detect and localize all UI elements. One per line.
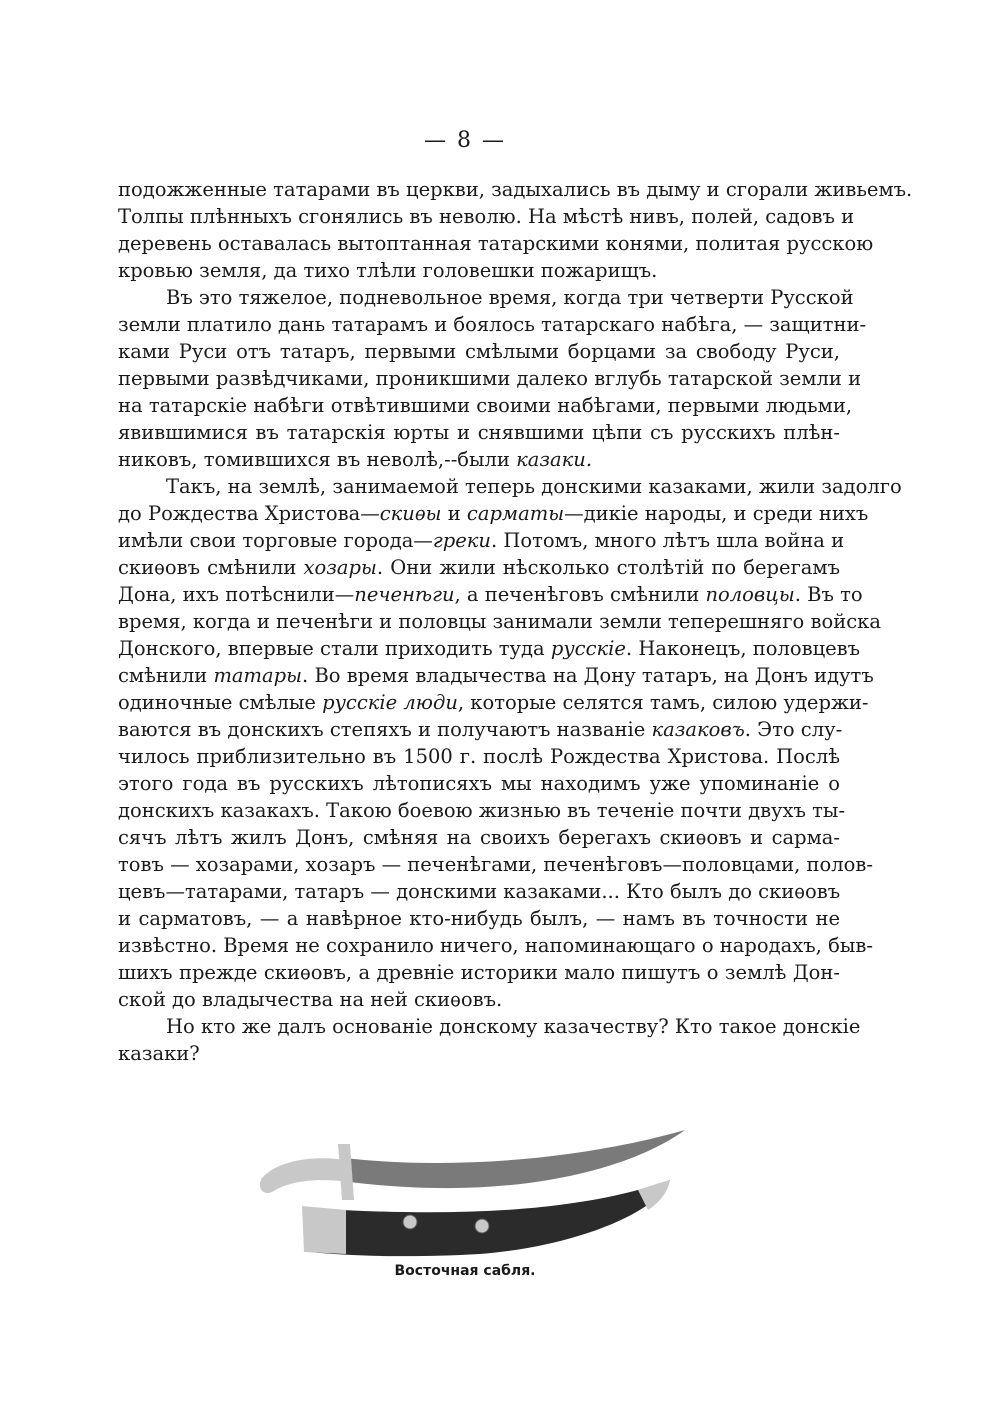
text-line: деревень оставалась вытоптанная татарскими конями, политая русскою: [118, 232, 874, 255]
text-run: —дикіе народы, и среди нихъ: [564, 502, 869, 525]
text-line: [118, 527, 845, 554]
text-line: [118, 635, 861, 662]
text-run: . Въ то: [794, 583, 863, 606]
text-run: Донского, впервые стали приходить туда: [118, 637, 551, 660]
text-line: извѣстно. Время не сохранило ничего, напоминающаго о народахъ, быв-: [118, 934, 873, 957]
italic-term: хозары: [303, 556, 377, 579]
text-run: , которые селятся тамъ, силою удержи-: [457, 691, 869, 714]
text-line: сячъ лѣтъ жилъ Донъ, смѣняя на своихъ берегахъ скиѳовъ и сарма-: [118, 826, 840, 849]
text-run: Дона, ихъ потѣснили—: [118, 583, 355, 606]
text-run: и: [441, 502, 467, 525]
italic-term: русскіе: [550, 637, 626, 660]
text-line: Въ это тяжелое, подневольное время, когда три четверти Русской: [166, 286, 854, 309]
text-line: [118, 554, 840, 581]
text-line: товъ — хозарами, хозаръ — печенѣгами, печенѣговъ—половцами, полов-: [118, 853, 873, 876]
text-line: [118, 581, 863, 608]
text-line: время, когда и печенѣги и половцы занимали земли теперешняго войска: [118, 610, 881, 633]
text-line: и сарматовъ, — а навѣрное кто-нибудь былъ, — намъ въ точности не: [118, 907, 840, 930]
text-run: имѣли свои торговые города—: [118, 529, 433, 552]
text-line: [118, 500, 869, 527]
text-line: подожженные татарами въ церкви, задыхались въ дыму и сгорали живьемъ.: [118, 178, 913, 201]
paragraph-2: [118, 284, 867, 473]
text-run: , а печенѣговъ смѣнили: [454, 583, 706, 606]
text-line: шихъ прежде скиѳовъ, а древніе историки мало пишутъ о землѣ Дон-: [118, 961, 840, 984]
text-line: ками Руси отъ татаръ, первыми смѣлыми борцами за свободу Руси,: [118, 340, 840, 363]
text-run: одиночные смѣлые: [118, 691, 323, 714]
text-run: . Это слу-: [744, 718, 843, 741]
text-line: ской до владычества на ней скиѳовъ.: [118, 988, 503, 1011]
text-run: ваются въ донскихъ степяхъ и получаютъ названіе: [118, 718, 652, 741]
text-line: Толпы плѣнныхъ сгонялись въ неволю. На мѣстѣ нивъ, полей, садовъ и: [118, 205, 855, 228]
italic-term: греки: [432, 529, 491, 552]
text-run: . Наконецъ, половцевъ: [625, 637, 861, 660]
text-run: смѣнили: [118, 664, 214, 687]
text-line: Такъ, на землѣ, занимаемой теперь донскими казаками, жили задолго: [166, 475, 902, 498]
italic-term: скиѳы: [379, 502, 442, 525]
italic-term: печенѣги: [354, 583, 455, 606]
text-line: этого года въ русскихъ лѣтописяхъ мы находимъ уже упоминаніе о: [118, 772, 840, 795]
text-line: казаки?: [118, 1042, 200, 1065]
text-run: скиѳовъ смѣнили: [118, 556, 304, 579]
text-run: . Они жили нѣсколько столѣтій по берегамъ: [376, 556, 840, 579]
italic-term: казаки.: [516, 448, 593, 471]
text-run: до Рождества Христова—: [118, 502, 380, 525]
italic-term: татары: [213, 664, 303, 687]
text-line: цевъ—татарами, татаръ — донскими казаками... Кто былъ до скиѳовъ: [118, 880, 841, 903]
scabbard-ring: [403, 1215, 417, 1229]
saber-hilt: [260, 1158, 350, 1193]
saber-scabbard: [308, 1180, 670, 1256]
paragraph-4: [118, 1013, 861, 1067]
text-line: явившимися въ татарскія юрты и снявшими цѣпи съ русскихъ плѣн-: [118, 421, 840, 444]
text-line: [118, 446, 840, 473]
paragraph-1: [118, 176, 913, 284]
saber-illustration: [250, 1130, 700, 1280]
italic-term: русскіе люди: [322, 691, 458, 714]
page-number: — 8 —: [424, 128, 506, 153]
italic-term: половцы: [705, 583, 795, 606]
saber-crossguard: [338, 1144, 354, 1200]
figure-caption: Восточная сабля.: [394, 1263, 536, 1279]
text-line: Но кто же далъ основаніе донскому казачеству? Кто такое донскіе: [166, 1015, 861, 1038]
text-line: кровью земля, да тихо тлѣли головешки пожарищъ.: [118, 259, 658, 282]
text-line: [118, 662, 874, 689]
italic-term: казаковъ: [651, 718, 745, 741]
text-run: никовъ, томившихся въ неволѣ,--были: [118, 448, 517, 471]
saber-blade: [345, 1130, 685, 1188]
text-run: . Во время владычества на Дону татаръ, на Донъ идутъ: [302, 664, 874, 687]
text-line: донскихъ казакахъ. Такою боевою жизнью въ теченіе почти двухъ ты-: [118, 799, 846, 822]
body-text: [118, 176, 913, 1067]
scabbard-ring: [475, 1219, 489, 1233]
paragraph-3: [118, 473, 902, 1013]
text-line: первыми развѣдчиками, проникшими далеко вглубь татарской земли и: [118, 367, 862, 390]
text-line: [118, 716, 843, 743]
text-line: [118, 689, 869, 716]
scabbard-throat-fitting: [302, 1206, 346, 1254]
text-line: чилось приблизительно въ 1500 г. послѣ Рождества Христова. Послѣ: [118, 745, 840, 768]
text-line: на татарскіе набѣги отвѣтившими своими набѣгами, первыми людьми,: [118, 394, 853, 417]
text-line: земли платило дань татарамъ и боялось татарскаго набѣга, — защитни-: [118, 313, 867, 336]
text-run: . Потомъ, много лѣтъ шла война и: [490, 529, 845, 552]
italic-term: сарматы: [466, 502, 565, 525]
